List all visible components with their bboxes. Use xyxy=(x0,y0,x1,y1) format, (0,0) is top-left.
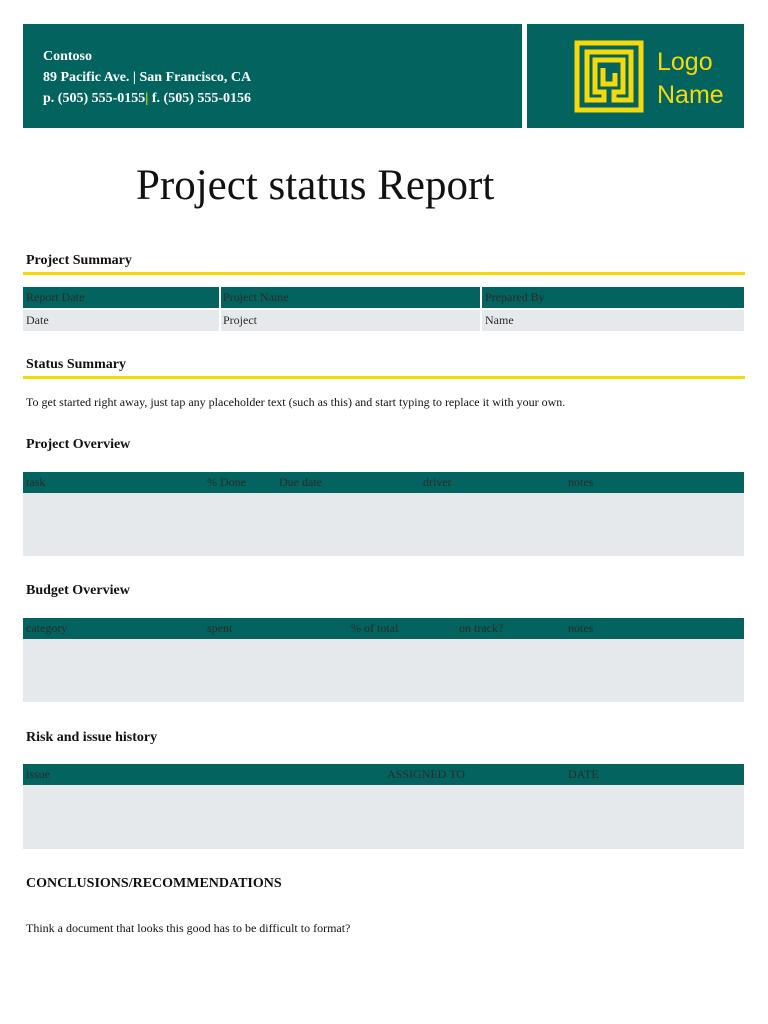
contact-separator: | xyxy=(145,91,149,106)
budget-overview-header-row xyxy=(23,618,744,639)
budget-overview-body[interactable] xyxy=(23,639,744,702)
logo-line-2: Name xyxy=(657,81,724,109)
prepared-by-value[interactable]: Name xyxy=(485,313,514,327)
status-summary-text[interactable]: To get started right away, just tap any placeholder text (such as this) and start typing to replace it with your own. xyxy=(26,395,566,409)
project-summary-value-row xyxy=(23,310,744,331)
risk-history-body[interactable] xyxy=(23,785,744,849)
col-on-track: on track? xyxy=(459,621,504,635)
conclusions-text[interactable]: Think a document that looks this good has to be difficult to format? xyxy=(26,921,351,935)
column-divider xyxy=(480,287,482,308)
conclusions-heading: CONCLUSIONS/RECOMMENDATIONS xyxy=(26,876,282,891)
company-name: Contoso xyxy=(43,49,93,64)
header-logo-band xyxy=(527,24,744,128)
report-date-value[interactable]: Date xyxy=(26,313,49,327)
budget-overview-heading: Budget Overview xyxy=(26,583,130,598)
project-overview-heading: Project Overview xyxy=(26,437,131,452)
project-summary-header-row xyxy=(23,287,744,308)
project-overview-body[interactable] xyxy=(23,493,744,556)
risk-history-heading: Risk and issue history xyxy=(26,730,158,745)
logo-line-1: Logo xyxy=(657,48,713,76)
col-issue: issue xyxy=(26,767,50,781)
project-overview-header-row xyxy=(23,472,744,493)
col-assigned-to: ASSIGNED TO xyxy=(387,767,465,781)
status-summary-rule xyxy=(23,376,745,379)
status-summary-heading: Status Summary xyxy=(26,357,126,372)
risk-history-header-row xyxy=(23,764,744,785)
col-date: DATE xyxy=(568,767,599,781)
logo-name-text xyxy=(657,46,724,112)
column-divider xyxy=(219,287,221,308)
header-contact-band xyxy=(23,24,522,128)
project-name-value[interactable]: Project xyxy=(223,313,257,327)
company-phone: p. (505) 555-0155 xyxy=(43,91,146,106)
col-notes: notes xyxy=(568,475,594,489)
company-fax: f. (505) 555-0156 xyxy=(151,91,252,106)
project-summary-rule xyxy=(23,272,745,275)
col-driver: driver xyxy=(423,475,452,489)
col-budget-notes: notes xyxy=(568,621,594,635)
col-task: task xyxy=(26,475,46,489)
company-address: 89 Pacific Ave. | San Francisco, CA xyxy=(43,70,252,85)
col-due-date: Due date xyxy=(279,475,322,489)
col-report-date: Report Date xyxy=(26,290,85,304)
col-category: category xyxy=(26,621,68,635)
col-percent-of-total: % of total xyxy=(351,621,399,635)
company-phone-fax xyxy=(43,90,287,108)
col-project-name: Project Name xyxy=(223,290,289,304)
column-divider xyxy=(480,310,482,331)
document-title: Project status Report xyxy=(136,162,495,209)
column-divider xyxy=(219,310,221,331)
col-prepared-by: Prepared By xyxy=(485,290,545,304)
maze-logo-icon xyxy=(574,40,644,113)
project-summary-heading: Project Summary xyxy=(26,253,132,268)
col-spent: spent xyxy=(207,621,233,635)
col-percent-done: % Done xyxy=(207,475,246,489)
